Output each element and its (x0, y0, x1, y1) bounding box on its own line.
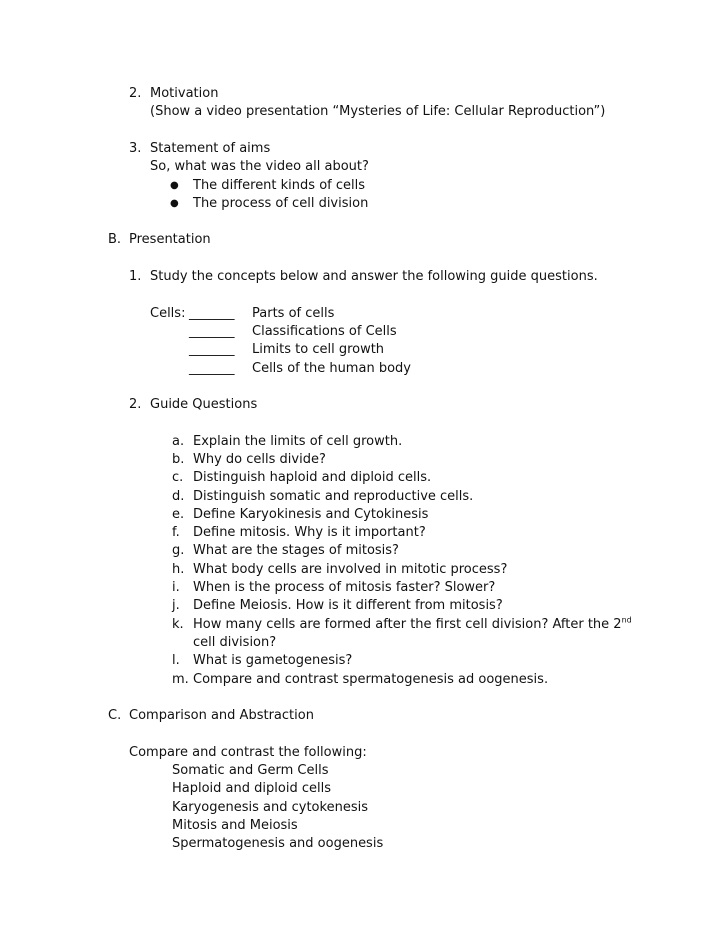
motivation-detail: (Show a video presentation “Mysteries of Life: Cellular Reproduction”) (150, 104, 606, 119)
concepts-label: Cells: (150, 306, 186, 321)
concept-blank: _______ (189, 324, 235, 339)
question-continuation: cell division? (193, 635, 277, 650)
question-letter: j. (172, 598, 180, 613)
question-letter: f. (172, 525, 180, 540)
question-text: Define Karyokinesis and Cytokinesis (193, 507, 429, 522)
comparison-letter: C. (108, 708, 122, 723)
guide-question (172, 598, 503, 614)
aims-bullet-text: The process of cell division (193, 196, 369, 211)
question-letter: c. (172, 470, 184, 485)
concept-blank: _______ (189, 361, 235, 376)
concept-item: Classifications of Cells (252, 324, 397, 339)
question-letter: e. (172, 507, 185, 522)
aims-heading (129, 141, 271, 157)
presentation-letter: B. (108, 232, 122, 247)
comparison-item: Somatic and Germ Cells (172, 763, 329, 778)
aims-title: Statement of aims (150, 141, 271, 156)
guide-question (172, 470, 432, 486)
bullet-icon: ● (170, 180, 179, 191)
bullet-icon: ● (170, 198, 179, 209)
motivation-title: Motivation (150, 86, 219, 101)
concept-item: Limits to cell growth (252, 342, 385, 357)
question-letter: b. (172, 452, 185, 467)
guide-question (172, 580, 496, 596)
guide-question (172, 543, 399, 559)
comparison-intro: Compare and contrast the following: (129, 745, 367, 760)
concept-row (150, 306, 335, 322)
concept-item: Cells of the human body (252, 361, 411, 376)
comparison-item: Spermatogenesis and oogenesis (172, 836, 384, 851)
comparison-heading (108, 708, 314, 724)
question-text: What is gametogenesis? (193, 653, 353, 668)
aims-bullet-text: The different kinds of cells (193, 178, 365, 193)
question-text: Distinguish haploid and diploid cells. (193, 470, 432, 485)
question-letter: a. (172, 434, 185, 449)
question-text: Explain the limits of cell growth. (193, 434, 403, 449)
question-text: When is the process of mitosis faster? Slower? (193, 580, 496, 595)
study-number: 1. (129, 269, 142, 284)
question-text (193, 617, 632, 633)
comparison-item: Haploid and diploid cells (172, 781, 331, 796)
presentation-title: Presentation (129, 232, 211, 247)
question-letter: d. (172, 489, 185, 504)
guide-question (172, 434, 403, 450)
motivation-number: 2. (129, 86, 142, 101)
question-text: What are the stages of mitosis? (193, 543, 399, 558)
comparison-item: Karyogenesis and cytokenesis (172, 800, 368, 815)
concept-blank: _______ (189, 306, 235, 321)
aims-number: 3. (129, 141, 142, 156)
guide-question (172, 452, 326, 468)
question-text: What body cells are involved in mitotic process? (193, 562, 508, 577)
question-letter: g. (172, 543, 185, 558)
question-text: Compare and contrast spermatogenesis ad oogenesis. (193, 672, 549, 687)
question-text-main: How many cells are formed after the first cell division? After the 2 (193, 617, 622, 632)
question-letter: i. (172, 580, 180, 595)
presentation-heading (108, 232, 211, 248)
study-instruction (129, 269, 598, 285)
guide-question (172, 507, 429, 523)
guide-question (172, 672, 549, 688)
guide-title: Guide Questions (150, 397, 258, 412)
guide-heading (129, 397, 258, 413)
aims-question: So, what was the video all about? (150, 159, 369, 174)
guide-question (172, 489, 474, 505)
question-letter: h. (172, 562, 185, 577)
question-text: Why do cells divide? (193, 452, 326, 467)
guide-number: 2. (129, 397, 142, 412)
guide-question (172, 562, 508, 578)
comparison-item: Mitosis and Meiosis (172, 818, 298, 833)
guide-question (172, 615, 632, 633)
study-text: Study the concepts below and answer the following guide questions. (150, 269, 598, 284)
concept-item: Parts of cells (252, 306, 335, 321)
guide-question (172, 653, 353, 669)
comparison-title: Comparison and Abstraction (129, 708, 314, 723)
concept-blank: _______ (189, 342, 235, 357)
question-text: Define Meiosis. How is it different from mitosis? (193, 598, 503, 613)
question-text: Define mitosis. Why is it important? (193, 525, 426, 540)
question-letter: m. (172, 672, 189, 687)
ordinal-suffix: nd (621, 615, 632, 625)
question-text: Distinguish somatic and reproductive cells. (193, 489, 474, 504)
motivation-heading (129, 86, 219, 102)
question-letter: l. (172, 653, 180, 668)
question-letter: k. (172, 617, 184, 632)
guide-question (172, 525, 426, 541)
